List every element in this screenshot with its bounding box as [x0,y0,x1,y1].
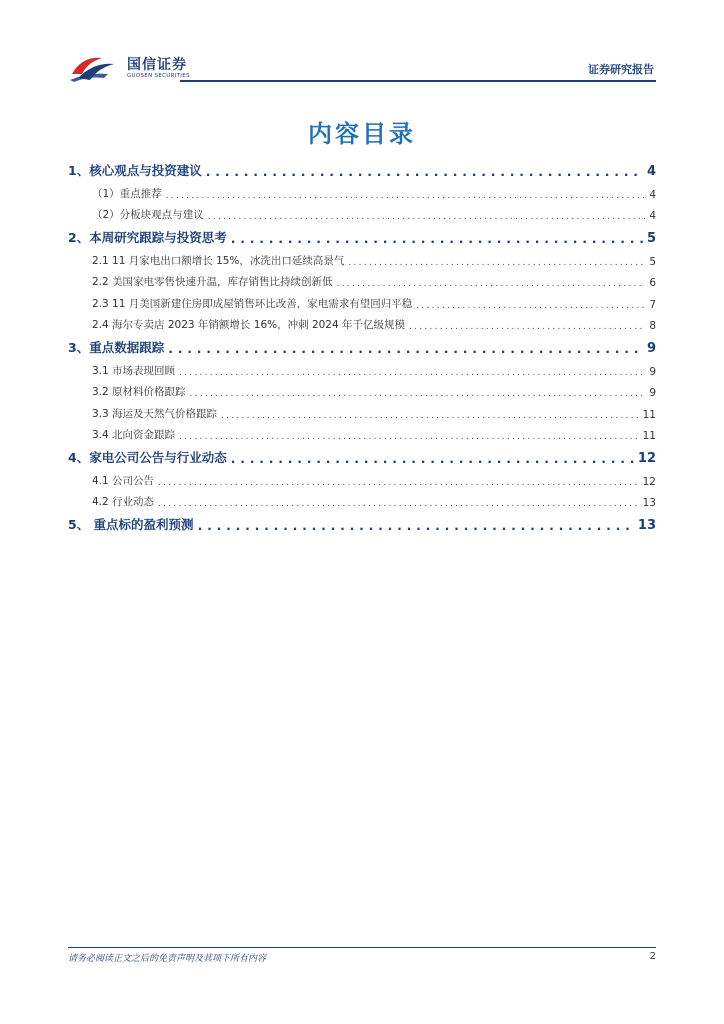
toc-subsection-link[interactable] [68,466,656,488]
toc-subsection-link[interactable] [68,399,656,421]
toc-entry-page: 11 [642,408,656,421]
toc-subsection-link[interactable] [68,179,656,201]
toc-subsection-link[interactable] [68,421,656,443]
toc-leader-dots [409,322,645,333]
toc-leader-dots [166,190,646,201]
toc-subsection-link[interactable] [68,268,656,290]
toc-entry-label: 4.1 公司公告 [92,474,155,487]
toc-entry-page: 5 [649,255,656,268]
toc-entry-label: 3.3 海运及天然气价格跟踪 [92,407,218,420]
toc-entry-page: 9 [646,341,656,356]
toc-entry-label: 3.4 北向资金跟踪 [92,429,176,441]
toc-entry-label: （2）分板块观点与建议 [92,209,204,221]
toc-entry-page: 4 [649,188,656,201]
toc-leader-dots [231,234,643,247]
toc-entry-label: 2.4 海尔专卖店 2023 年销额增长 16%，冲刺 2024 年千亿级规模 [92,319,406,331]
toc-entry-label: 4、家电公司公告与行业动态 [68,450,227,465]
toc-leader-dots [179,432,639,443]
toc-entry-page: 9 [649,365,656,378]
toc-leader-dots [337,279,646,290]
toc-entry-page: 4 [649,210,656,222]
header-divider [180,80,656,82]
page-number: 2 [649,951,656,962]
toc-leader-dots [179,367,645,378]
toc-entry-label: 3.2 原材料价格跟踪 [92,386,186,398]
footer-disclaimer: 请务必阅读正文之后的免责声明及其项下所有内容 [68,954,267,964]
toc-entry-label: 1、核心观点与投资建议 [68,163,202,178]
toc-entry-page: 6 [649,277,656,289]
toc-subsection-link[interactable] [68,201,656,223]
toc-section-link[interactable] [68,155,656,179]
table-of-contents [68,155,656,533]
toc-section-link[interactable] [68,509,656,533]
document-type-label: 证券研究报告 [588,63,654,76]
toc-leader-dots [158,477,639,488]
toc-entry-page: 13 [637,518,656,533]
toc-entry-page: 8 [649,320,656,332]
toc-entry-page: 7 [649,298,656,311]
toc-entry-page: 9 [649,387,656,399]
toc-entry-label: 3.1 市场表现回顾 [92,364,176,377]
page-header [68,50,656,86]
toc-leader-dots [416,300,645,311]
toc-leader-dots [208,212,646,223]
toc-entry-page: 4 [646,164,656,179]
toc-entry-page: 5 [646,231,656,246]
footer-divider [68,947,656,948]
toc-entry-page: 12 [637,451,656,466]
toc-leader-dots [231,454,634,467]
toc-entry-label: 2、本周研究跟踪与投资思考 [68,230,227,245]
toc-entry-label: 4.2 行业动态 [92,496,155,508]
toc-subsection-link[interactable] [68,311,656,333]
toc-subsection-link[interactable] [68,488,656,510]
logo-text-en: GUOSEN SECURITIES [127,73,190,79]
toc-leader-dots [190,389,646,400]
toc-section-link[interactable] [68,332,656,356]
toc-leader-dots [158,499,639,510]
toc-entry-label: 2.1 11 月家电出口额增长 15%，冰洗出口延续高景气 [92,254,345,267]
logo-text-cn: 国信证券 [127,57,187,73]
toc-title: 内容目录 [308,120,416,148]
toc-section-link[interactable] [68,442,656,466]
toc-section-link[interactable] [68,222,656,246]
toc-entry-label: 5、 重点标的盈利预测 [68,517,194,532]
toc-leader-dots [348,257,645,268]
toc-leader-dots [206,167,643,180]
toc-subsection-link[interactable] [68,246,656,268]
toc-entry-label: （1）重点推荐 [92,187,162,200]
toc-subsection-link[interactable] [68,289,656,311]
toc-entry-label: 3、重点数据跟踪 [68,340,165,355]
guosen-logo-icon [68,52,124,82]
toc-subsection-link[interactable] [68,378,656,400]
toc-leader-dots [198,521,634,534]
toc-entry-page: 13 [642,497,656,509]
toc-entry-page: 12 [642,475,656,488]
toc-entry-label: 2.3 11 月美国新建住房即成屋销售环比改善，家电需求有望回归平稳 [92,297,413,310]
toc-entry-label: 2.2 美国家电零售快速升温，库存销售比持续创新低 [92,276,333,288]
toc-leader-dots [221,410,639,421]
toc-subsection-link[interactable] [68,356,656,378]
toc-entry-page: 11 [642,430,656,442]
toc-leader-dots [168,344,643,357]
